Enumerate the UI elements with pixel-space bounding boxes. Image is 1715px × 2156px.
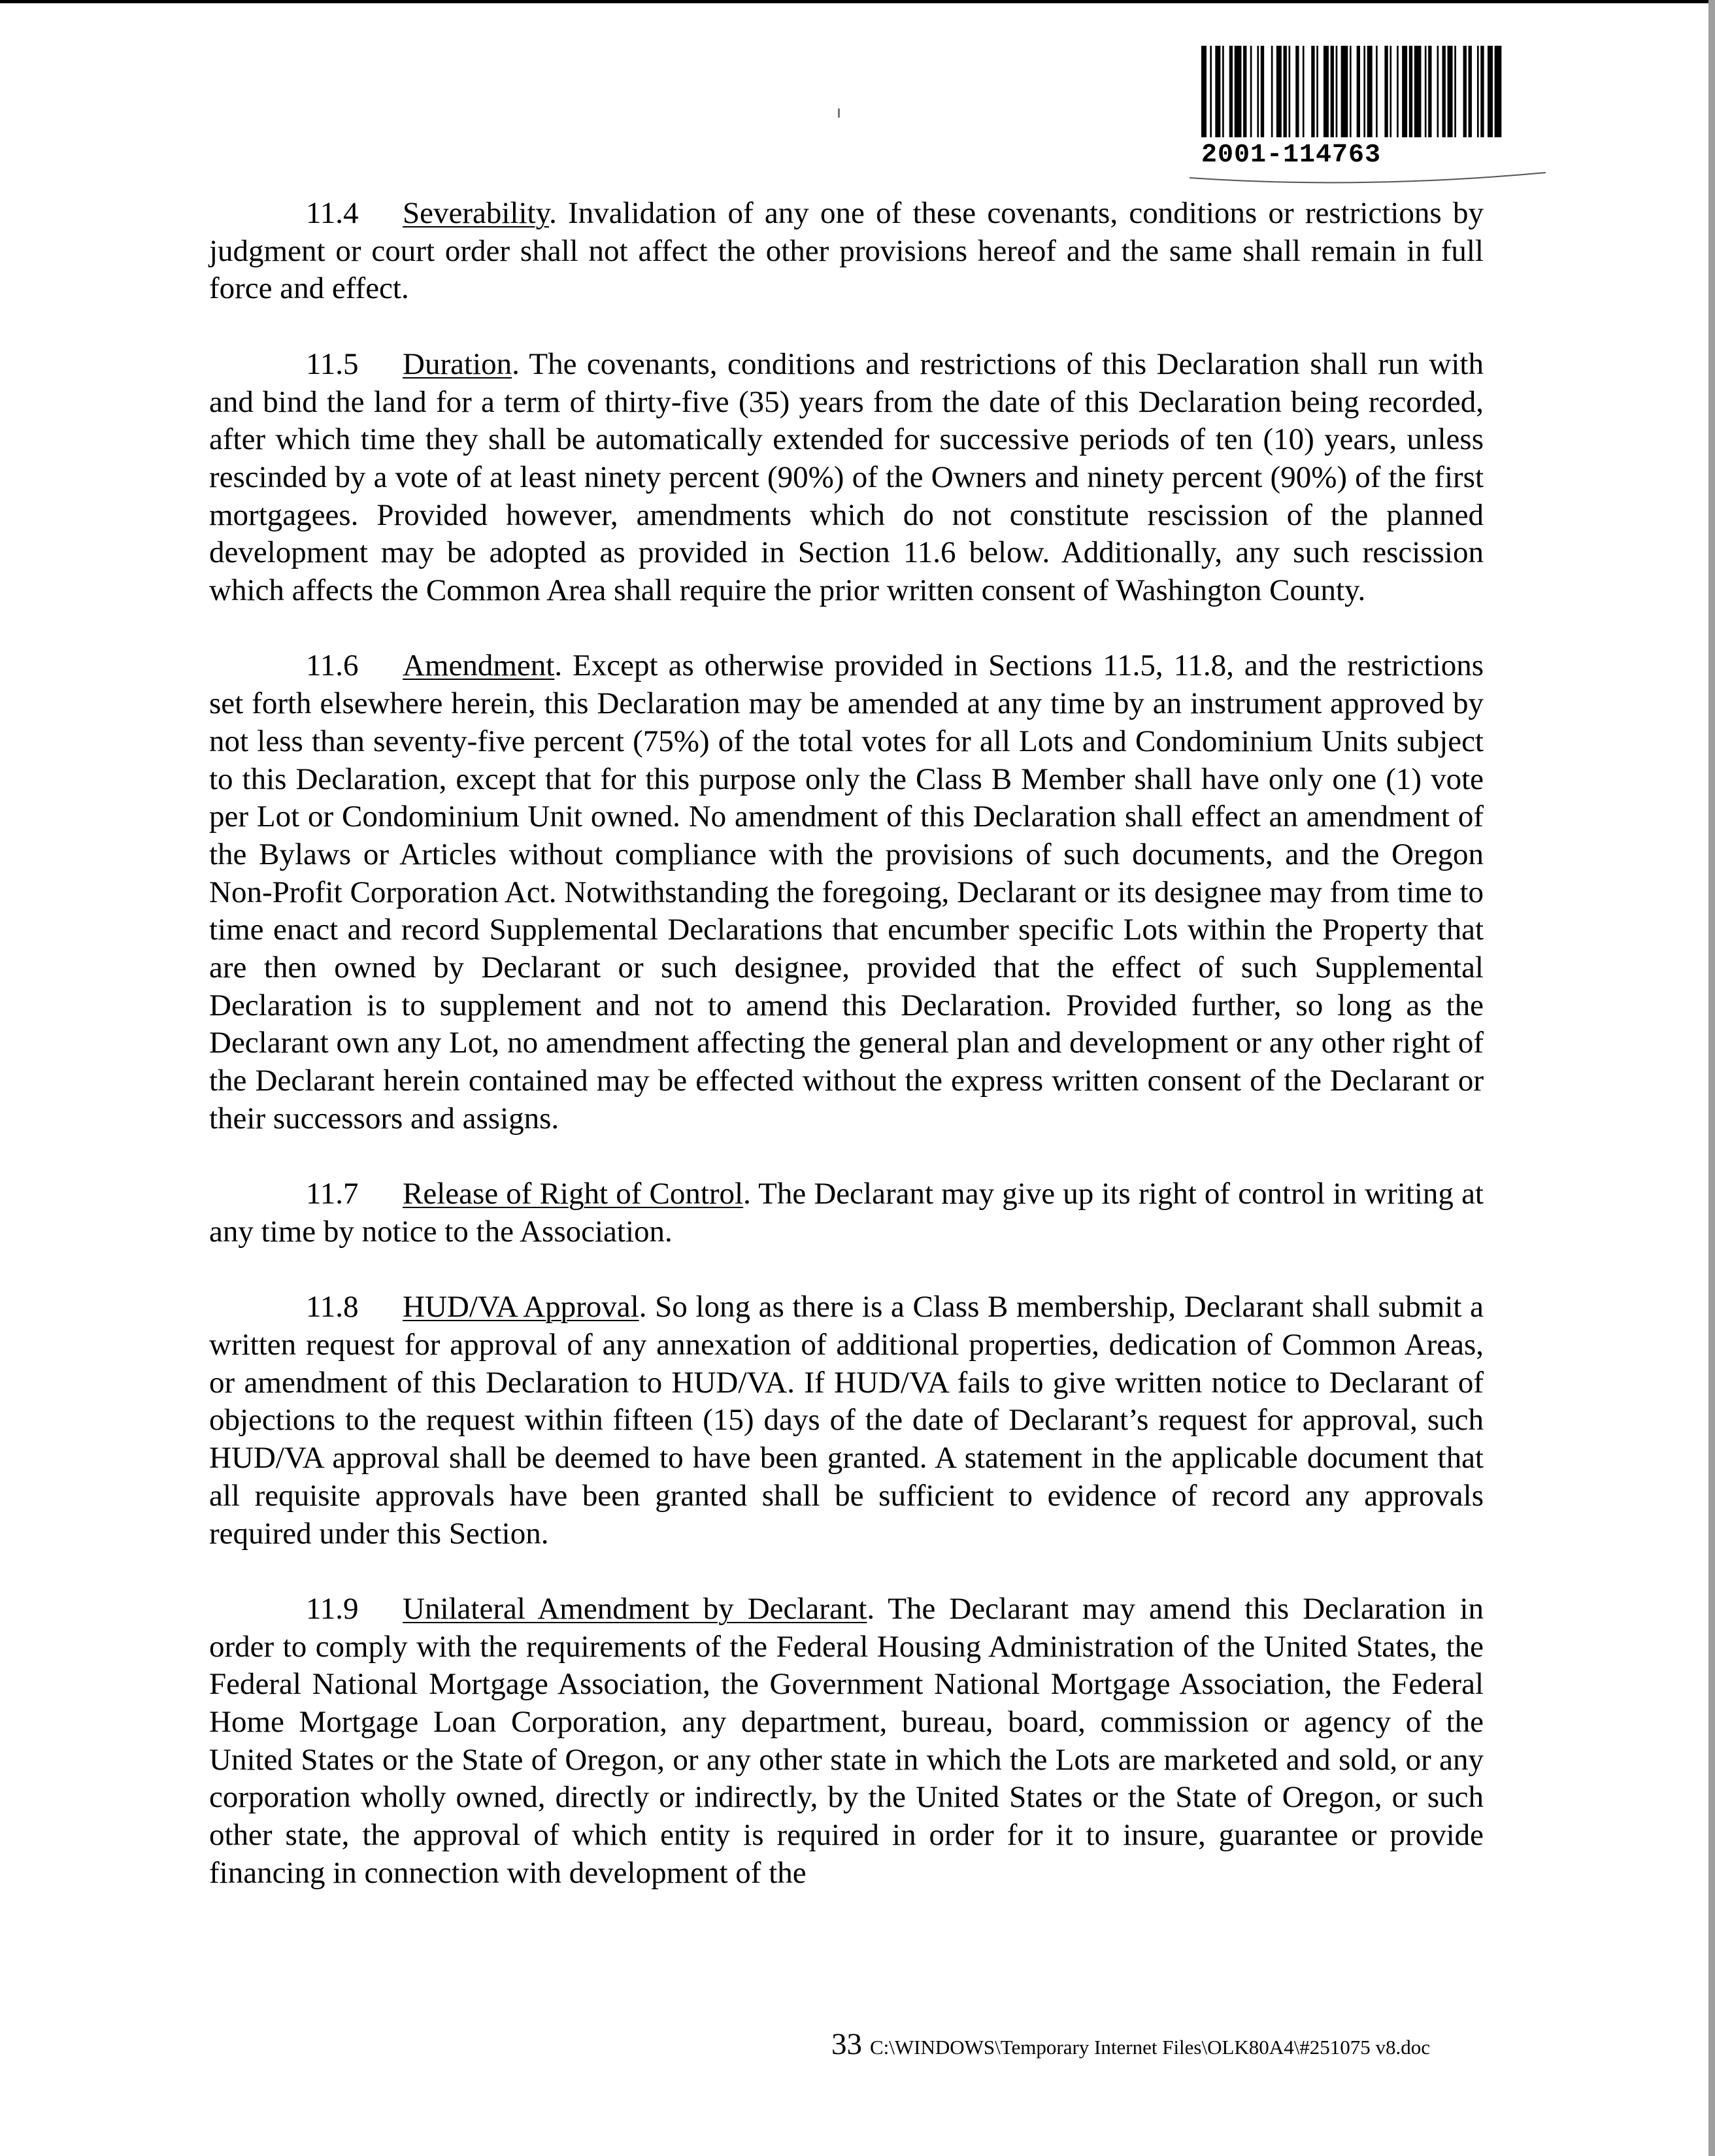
barcode-bar <box>1284 46 1287 137</box>
barcode-bar <box>1222 46 1224 137</box>
section-text: . The Declarant may amend this Declaration in order to comply with the requirements of the Federal Housing Administration of the United States, the Federal National Mortgage Association, the Government National Mortgage Association, the Federal Home Mortgage Loan Corporation, any department, bureau, board, commission or agency of the United States or the State of Oregon, or any other state in which the Lots are marketed and sold, or any corporation wholly owned, directly or indirectly, by the United States or the State of Oregon, or such other state, the approval of which entity is required in order for it to insure, guarantee or provide financing in connection with development of the <box>209 1591 1484 1890</box>
scan-top-border <box>0 0 1715 3</box>
barcode-bar <box>1289 46 1291 137</box>
barcode-bar <box>1210 46 1212 137</box>
section-title: Unilateral Amendment by Declarant <box>403 1591 867 1626</box>
barcode-bar <box>1448 46 1453 137</box>
barcode-bar <box>1454 46 1456 137</box>
barcode-bar <box>1261 46 1264 137</box>
section-11-4 <box>209 195 1484 308</box>
barcode-bar <box>1303 46 1305 137</box>
barcode-bar <box>1390 46 1391 137</box>
section-text: . The covenants, conditions and restrictions of this Declaration shall run with and bind the land for a term of thirty-five (35) years from the date of this Declaration being recorded, after which time they shall be automatically extended for successive periods of ten (10) years, unless rescinded by a vote of at least ninety percent (90%) of the Owners and ninety percent (90%) of the first mortgagees. Provided however, amendments which do not constitute rescission of the planned development may be adopted as provided in Section 11.6 below. Additionally, any such rescission which affects the Common Area shall require the prior written consent of Washington County. <box>209 346 1484 608</box>
barcode-bar <box>1201 46 1207 137</box>
declaration-body <box>209 195 1484 1930</box>
page-footer <box>831 2025 1491 2070</box>
barcode-bar <box>1331 46 1334 137</box>
barcode-bar <box>1336 46 1338 137</box>
barcode-bar <box>1367 46 1373 137</box>
barcode-bar <box>1324 46 1329 137</box>
barcode-bar <box>1425 46 1427 137</box>
section-title: Amendment <box>403 648 555 683</box>
barcode-bar <box>1229 46 1233 137</box>
section-number: 11.7 <box>306 1177 359 1211</box>
section-11-6 <box>209 647 1484 1137</box>
barcode-bar <box>1477 46 1479 137</box>
barcode-bar <box>1235 46 1242 137</box>
scan-right-edge-shadow <box>1708 0 1715 2156</box>
section-text: . Invalidation of any one of these covenants, conditions or restrictions by judgment or court order shall not affect the other provisions hereof and the same shall remain in full force and effect. <box>209 196 1484 306</box>
barcode-bar <box>1488 46 1493 137</box>
section-title: Duration <box>403 346 512 381</box>
barcode-bar <box>1271 46 1273 137</box>
barcode-bar <box>1363 46 1365 137</box>
barcode-bar <box>1397 46 1399 137</box>
barcode-bar <box>1250 46 1252 137</box>
section-text: . Except as otherwise provided in Sections 11.5, 11.8, and the restrictions set forth elsewhere herein, this Declaration may be amended at any time by an instrument approved by not less than seventy-five percent (75%) of the total votes for all Lots and Condominium Units subject to this Declaration, except that for this purpose only the Class B Member shall have only one (1) vote per Lot or Condominium Unit owned. No amendment of this Declaration shall effect an amendment of the Bylaws or Articles without compliance with the provisions of such documents, and the Oregon Non-Profit Corporation Act. Notwithstanding the foregoing, Declarant or its designee may from time to time enact and record Supplemental Declarations that encumber specific Lots within the Property that are then owned by Declarant or such designee, provided that the effect of such Supplemental Declaration is to supplement and not to amend this Declaration. Provided further, so long as the Declarant own any Lot, no amendment affecting the general plan and development or any other right of the Declarant herein contained may be effected without the express written consent of the Declarant or their successors and assigns. <box>209 648 1484 1136</box>
barcode-bar <box>1414 46 1422 137</box>
stamp-underline <box>1190 170 1549 190</box>
barcode-bar <box>1215 46 1220 137</box>
section-11-5 <box>209 346 1484 610</box>
barcode-bar <box>1437 46 1439 137</box>
barcode-bar <box>1316 46 1318 137</box>
section-11-8 <box>209 1289 1484 1553</box>
barcode-bar <box>1402 46 1407 137</box>
barcode-bar <box>1384 46 1388 137</box>
barcode-bar <box>1469 46 1472 137</box>
barcode-bar <box>1409 46 1412 137</box>
section-11-7 <box>209 1175 1484 1251</box>
recording-number: 2001-114763 <box>1201 141 1382 170</box>
page-number: 33 <box>831 2027 862 2061</box>
barcode-bar <box>1428 46 1431 137</box>
section-number: 11.8 <box>306 1290 359 1324</box>
barcode-image <box>1201 46 1503 137</box>
barcode-bar <box>1257 46 1259 137</box>
section-title: HUD/VA Approval <box>403 1290 639 1324</box>
barcode-bar <box>1463 46 1467 137</box>
barcode-bar <box>1376 46 1378 137</box>
section-11-9 <box>209 1591 1484 1893</box>
section-number: 11.9 <box>306 1591 359 1626</box>
barcode-bar <box>1357 46 1360 137</box>
section-number: 11.4 <box>306 196 359 230</box>
barcode-bar <box>1243 46 1246 137</box>
barcode-bar <box>1276 46 1282 137</box>
barcode-bar <box>1480 46 1484 137</box>
barcode-bar <box>1295 46 1299 137</box>
section-title: Release of Right of Control <box>403 1177 744 1211</box>
scan-speck <box>838 109 840 118</box>
barcode-bar <box>1495 46 1502 137</box>
recording-stamp <box>1190 46 1503 170</box>
barcode-bar <box>1442 46 1446 137</box>
section-number: 11.6 <box>306 648 359 683</box>
barcode-bar <box>1341 46 1348 137</box>
barcode-bar <box>1350 46 1352 137</box>
barcode-bar <box>1311 46 1314 137</box>
section-text: . So long as there is a Class B membership, Declarant shall submit a written request for approval of any annexation of additional properties, dedication of Common Areas, or amendment of this Declaration to HUD/VA. If HUD/VA fails to give written notice to Declarant of objections to the request within fifteen (15) days of the date of Declarant’s request for approval, such HUD/VA approval shall be deemed to have been granted. A statement in the applicable document that all requisite approvals have been granted shall be sufficient to evidence of record any approvals required under this Section. <box>209 1290 1484 1551</box>
section-title: Severability <box>403 196 550 230</box>
section-text: . The Declarant may give up its right of control in writing at any time by notice to the Association. <box>209 1177 1484 1249</box>
file-path: C:\WINDOWS\Temporary Internet Files\OLK80A4\#251075 v8.doc <box>870 2036 1431 2059</box>
section-number: 11.5 <box>306 346 359 381</box>
